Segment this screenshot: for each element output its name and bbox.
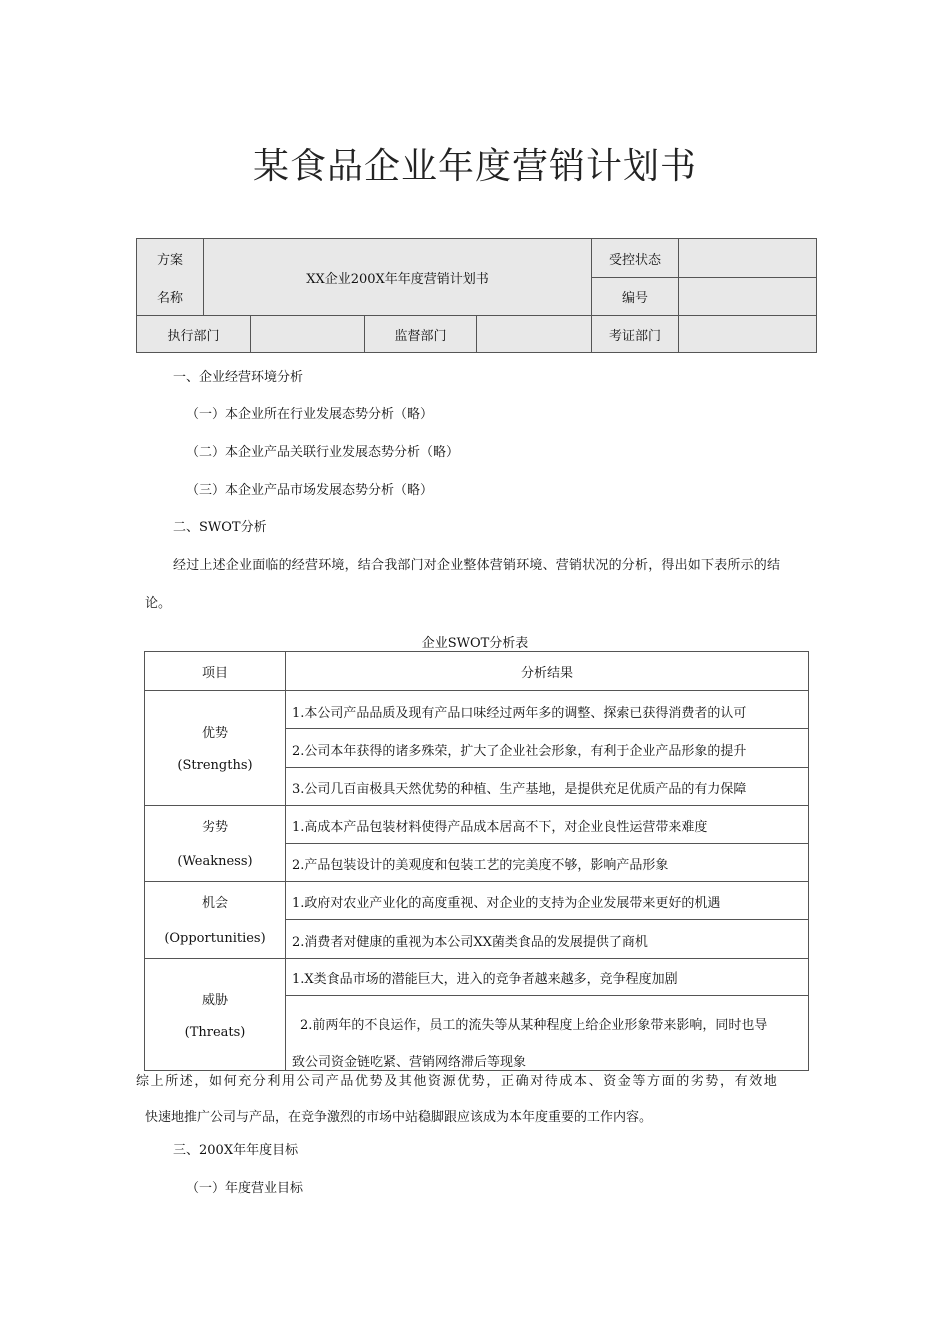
opportunity-item: 2.消费者对健康的重视为本公司XX菌类食品的发展提供了商机 — [292, 935, 648, 950]
section2-intro-line1: 经过上述企业面临的经营环境，结合我部门对企业整体营销环境、营销状况的分析，得出如下表所示的结 — [173, 558, 781, 573]
swot-table-caption: 企业SWOT分析表 — [421, 636, 529, 651]
threats-label: 威胁 — [201, 993, 228, 1008]
section2-heading: 二、SWOT分析 — [173, 520, 267, 535]
strength-item: 3.公司几百亩极具天然优势的种植、生产基地，是提供充足优质产品的有力保障 — [292, 782, 747, 797]
strengths-label: 优势 — [201, 726, 228, 741]
plan-label-line1: 方案 — [156, 252, 183, 268]
weakness-label-en: (Weakness) — [177, 854, 253, 869]
verify-dept-label: 考证部门 — [608, 329, 661, 344]
strength-item: 2.公司本年获得的诸多殊荣，扩大了企业社会形象，有利于企业产品形象的提升 — [292, 744, 747, 759]
exec-dept-value[interactable] — [251, 316, 364, 353]
control-status-label: 受控状态 — [608, 252, 661, 268]
plan-label-line2: 名称 — [156, 290, 183, 306]
opportunities-label-en: (Opportunities) — [164, 931, 266, 946]
weakness-item: 1.高成本产品包装材料使得产品成本居高不下，对企业良性运营带来难度 — [292, 820, 708, 835]
supervise-dept-value[interactable] — [477, 316, 591, 353]
strength-item: 1.本公司产品品质及现有产品口味经过两年多的调整、探索已获得消费者的认可 — [292, 706, 747, 721]
section2-intro-line2: 论。 — [145, 596, 172, 611]
threat-item: 1.X类食品市场的潜能巨大，进入的竞争者越来越多，竞争程度加剧 — [292, 972, 678, 987]
col-result-header: 分析结果 — [520, 666, 573, 681]
threat-item-line2: 致公司资金链吃紧、营销网络滞后等现象 — [292, 1055, 527, 1070]
col-item-header: 项目 — [201, 666, 228, 681]
section1-item: （一）本企业所在行业发展态势分析（略） — [186, 407, 434, 422]
supervise-dept-label: 监督部门 — [394, 329, 447, 344]
opportunities-label: 机会 — [201, 896, 228, 911]
opportunity-item: 1.政府对农业产业化的高度重视、对企业的支持为企业发展带来更好的机遇 — [292, 896, 721, 911]
summary-line2: 快速地推广公司与产品，在竞争激烈的市场中站稳脚跟应该成为本年度重要的工作内容。 — [145, 1110, 653, 1125]
section1-heading: 一、企业经营环境分析 — [173, 370, 304, 385]
verify-dept-value[interactable] — [679, 316, 817, 353]
section3-sub1: （一）年度营业目标 — [186, 1181, 304, 1196]
control-status-value[interactable] — [679, 239, 817, 277]
section1-item: （二）本企业产品关联行业发展态势分析（略） — [186, 445, 460, 460]
summary-line1: 综上所述，如何充分利用公司产品优势及其他资源优势，正确对待成本、资金等方面的劣势，有效地 — [136, 1074, 779, 1089]
threat-item-line1: 2.前两年的不良运作，员工的流失等从某种程度上给企业形象带来影响，同时也导 — [300, 1018, 768, 1033]
exec-dept-label: 执行部门 — [167, 329, 220, 344]
section1-item: （三）本企业产品市场发展态势分析（略） — [186, 483, 434, 498]
document-title: 某食品企业年度营销计划书 — [252, 146, 697, 187]
weakness-item: 2.产品包装设计的美观度和包装工艺的完美度不够，影响产品形象 — [292, 858, 669, 873]
number-value[interactable] — [679, 278, 817, 315]
plan-name: XX企业200X年年度营销计划书 — [306, 271, 489, 287]
header-table — [136, 238, 817, 353]
section3-heading: 三、200X年年度目标 — [173, 1143, 299, 1158]
weakness-label: 劣势 — [201, 820, 228, 835]
strengths-label-en: (Strengths) — [177, 758, 253, 773]
number-label: 编号 — [621, 291, 648, 306]
threats-label-en: (Threats) — [184, 1025, 246, 1040]
